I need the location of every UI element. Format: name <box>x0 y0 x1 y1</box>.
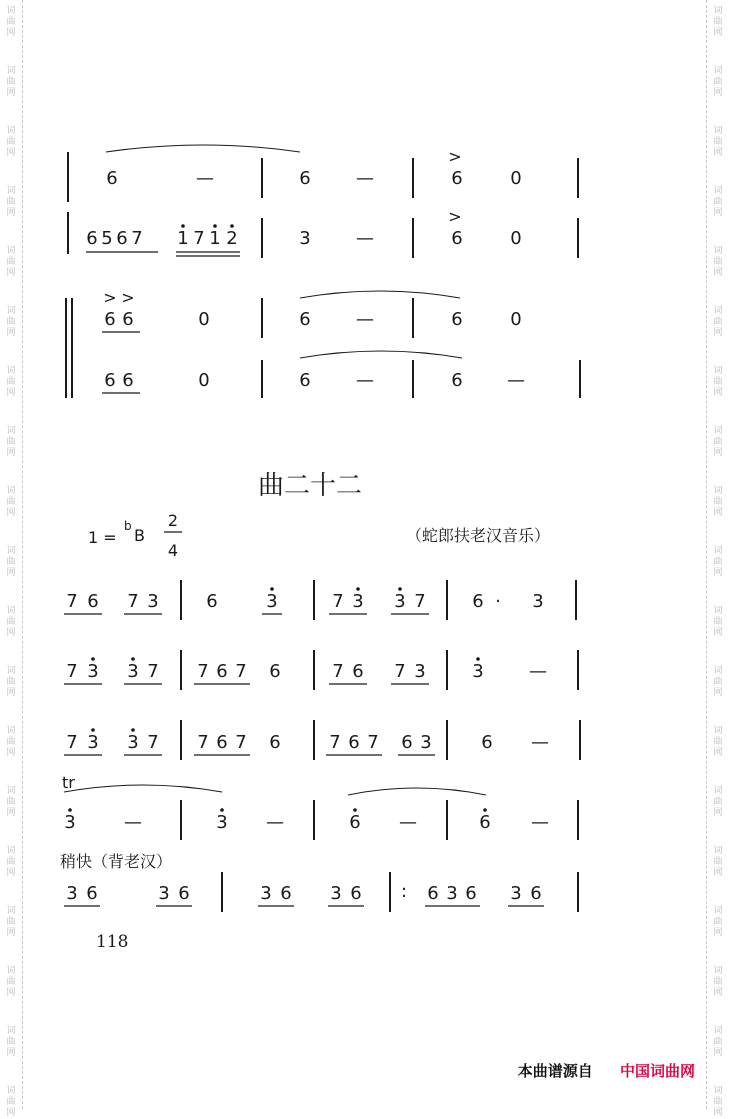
octave-dot <box>131 728 135 732</box>
note: 0 <box>198 370 210 391</box>
sustain-dash: — <box>529 661 547 682</box>
note: 6 <box>349 812 361 833</box>
watermark-text: 词 曲 网 <box>713 66 723 98</box>
octave-dot <box>91 728 95 732</box>
note: 6 <box>350 883 362 904</box>
sustain-dash: — <box>356 228 374 249</box>
note: 6 <box>104 309 116 330</box>
note: 3 <box>446 883 458 904</box>
note: 7 <box>66 732 78 753</box>
note: 7 <box>127 591 139 612</box>
note: 6 <box>472 591 484 612</box>
note: 0 <box>510 309 522 330</box>
watermark-text: 词 曲 网 <box>713 246 723 278</box>
note: 6 <box>465 883 477 904</box>
note: 3 <box>147 591 159 612</box>
note: 1 <box>177 228 189 249</box>
watermark-text: 词 曲 网 <box>713 606 723 638</box>
sustain-dash: — <box>531 812 549 833</box>
note: 3 <box>352 591 364 612</box>
note: 7 <box>332 591 344 612</box>
note: 7 <box>66 591 78 612</box>
note: 3 <box>87 661 99 682</box>
watermark-text: 词 曲 网 <box>713 546 723 578</box>
trill-marking: tr <box>62 773 75 792</box>
slur <box>300 291 460 298</box>
sustain-dash: — <box>356 168 374 189</box>
note: 6 <box>216 661 228 682</box>
octave-dot <box>230 224 234 228</box>
watermark-text: 词 曲 网 <box>713 426 723 458</box>
note: 7 <box>329 732 341 753</box>
source-site-link[interactable]: 中国词曲网 <box>619 1062 695 1080</box>
augmentation-dot: · <box>495 591 501 612</box>
watermark-text: 词 曲 网 <box>6 186 16 218</box>
octave-dot <box>68 808 72 812</box>
watermark-text: 词 曲 网 <box>6 6 16 38</box>
slur <box>300 351 462 358</box>
tempo-marking: 稍快（背老汉） <box>60 852 173 871</box>
sustain-dash: — <box>356 370 374 391</box>
note: 7 <box>332 661 344 682</box>
note: 6 <box>87 591 99 612</box>
page-number: 118 <box>96 932 129 952</box>
key-note: B <box>134 526 145 545</box>
watermark-text: 词 曲 网 <box>713 186 723 218</box>
watermark-text: 词 曲 网 <box>6 366 16 398</box>
note: 3 <box>127 732 139 753</box>
note: 6 <box>401 732 413 753</box>
watermark-text: 词 曲 网 <box>6 426 16 458</box>
note: 3 <box>299 228 311 249</box>
watermark-text: 词 曲 网 <box>713 906 723 938</box>
note: 6 <box>299 309 311 330</box>
octave-dot <box>213 224 217 228</box>
accent-mark: > <box>103 288 117 307</box>
note: 6 <box>479 812 491 833</box>
watermark-text: 词 曲 网 <box>713 786 723 818</box>
note: 6 <box>427 883 439 904</box>
watermark-text: 词 曲 网 <box>713 1026 723 1058</box>
note: 3 <box>330 883 342 904</box>
note: 3 <box>216 812 228 833</box>
note: 6 <box>299 370 311 391</box>
octave-dot <box>270 587 274 591</box>
note: 3 <box>127 661 139 682</box>
note: 6 <box>86 228 98 249</box>
note: 3 <box>472 661 484 682</box>
note: 7 <box>131 228 143 249</box>
watermark-text: 词 曲 网 <box>713 486 723 518</box>
watermark-text: 词 曲 网 <box>713 966 723 998</box>
note: 7 <box>235 732 247 753</box>
watermark-text: 词 曲 网 <box>6 1026 16 1058</box>
accent-mark: > <box>121 288 135 307</box>
note: : <box>400 881 408 902</box>
octave-dot <box>356 587 360 591</box>
note: 6 <box>348 732 360 753</box>
time-sig-top: 2 <box>167 511 179 530</box>
watermark-text: 词 曲 网 <box>6 606 16 638</box>
note: 2 <box>226 228 238 249</box>
note: 7 <box>66 661 78 682</box>
watermark-text: 词 曲 网 <box>713 126 723 158</box>
watermark-text: 词 曲 网 <box>713 846 723 878</box>
note: 6 <box>451 228 463 249</box>
watermark-text: 词 曲 网 <box>6 246 16 278</box>
watermark-text: 词 曲 网 <box>6 906 16 938</box>
octave-dot <box>220 808 224 812</box>
note: 6 <box>269 661 281 682</box>
slur <box>348 788 486 795</box>
slur <box>106 145 300 152</box>
note: 6 <box>269 732 281 753</box>
note: 3 <box>510 883 522 904</box>
note: 7 <box>367 732 379 753</box>
octave-dot <box>483 808 487 812</box>
note: 6 <box>122 309 134 330</box>
watermark-text: 词 曲 网 <box>6 966 16 998</box>
note: 5 <box>101 228 113 249</box>
key-prefix: 1 = <box>88 528 117 547</box>
octave-dot <box>131 657 135 661</box>
note: 6 <box>451 309 463 330</box>
note: 6 <box>299 168 311 189</box>
time-sig-bottom: 4 <box>167 541 179 560</box>
sustain-dash: — <box>266 812 284 833</box>
note: 7 <box>193 228 205 249</box>
note: 3 <box>266 591 278 612</box>
note: 0 <box>198 309 210 330</box>
note: 7 <box>147 732 159 753</box>
watermark-text: 词 曲 网 <box>6 726 16 758</box>
watermark-text: 词 曲 网 <box>713 306 723 338</box>
watermark-text: 词 曲 网 <box>6 546 16 578</box>
slur <box>64 785 222 792</box>
note: 6 <box>206 591 218 612</box>
sustain-dash: — <box>507 370 525 391</box>
watermark-text: 词 曲 网 <box>6 66 16 98</box>
note: 3 <box>66 883 78 904</box>
note: 6 <box>104 370 116 391</box>
note: 3 <box>414 661 426 682</box>
watermark-text: 词 曲 网 <box>6 786 16 818</box>
note: 6 <box>216 732 228 753</box>
note: 6 <box>481 732 493 753</box>
note: 7 <box>197 661 209 682</box>
piece-subtitle: （蛇郎扶老汉音乐） <box>406 526 551 545</box>
note: 1 <box>209 228 221 249</box>
note: 0 <box>510 168 522 189</box>
accent-mark: > <box>448 207 462 226</box>
watermark-text: 词 曲 网 <box>6 126 16 158</box>
source-label: 本曲谱源自 <box>517 1062 593 1080</box>
piece-title: 曲二十二 <box>257 471 363 501</box>
sustain-dash: — <box>531 732 549 753</box>
note: 7 <box>414 591 426 612</box>
octave-dot <box>476 657 480 661</box>
source-footer <box>518 1060 695 1081</box>
note: 3 <box>420 732 432 753</box>
note: 6 <box>178 883 190 904</box>
watermark-text: 词 曲 网 <box>713 366 723 398</box>
note: 7 <box>394 661 406 682</box>
watermark-text: 词 曲 网 <box>713 726 723 758</box>
octave-dot <box>353 808 357 812</box>
note: 3 <box>158 883 170 904</box>
watermark-text: 词 曲 网 <box>6 306 16 338</box>
note: 3 <box>394 591 406 612</box>
sustain-dash: — <box>356 309 374 330</box>
note: 6 <box>451 370 463 391</box>
watermark-text: 词 曲 网 <box>713 666 723 698</box>
note: 3 <box>87 732 99 753</box>
octave-dot <box>91 657 95 661</box>
note: 3 <box>260 883 272 904</box>
sustain-dash: — <box>124 812 142 833</box>
note: 7 <box>235 661 247 682</box>
note: 3 <box>64 812 76 833</box>
note: 3 <box>532 591 544 612</box>
note: 6 <box>122 370 134 391</box>
note: 6 <box>280 883 292 904</box>
note: 7 <box>197 732 209 753</box>
octave-dot <box>181 224 185 228</box>
note: 6 <box>530 883 542 904</box>
accent-mark: > <box>448 147 462 166</box>
watermark-text: 词 曲 网 <box>713 1086 723 1118</box>
sustain-dash: — <box>196 168 214 189</box>
key-flat: b <box>124 519 132 533</box>
note: 6 <box>352 661 364 682</box>
watermark-text: 词 曲 网 <box>6 846 16 878</box>
note: 6 <box>106 168 118 189</box>
note: 6 <box>86 883 98 904</box>
watermark-text: 词 曲 网 <box>6 666 16 698</box>
octave-dot <box>398 587 402 591</box>
note: 0 <box>510 228 522 249</box>
watermark-text: 词 曲 网 <box>6 486 16 518</box>
note: 7 <box>147 661 159 682</box>
watermark-text: 词 曲 网 <box>713 6 723 38</box>
sustain-dash: — <box>399 812 417 833</box>
note: 6 <box>451 168 463 189</box>
watermark-text: 词 曲 网 <box>6 1086 16 1118</box>
note: 6 <box>116 228 128 249</box>
